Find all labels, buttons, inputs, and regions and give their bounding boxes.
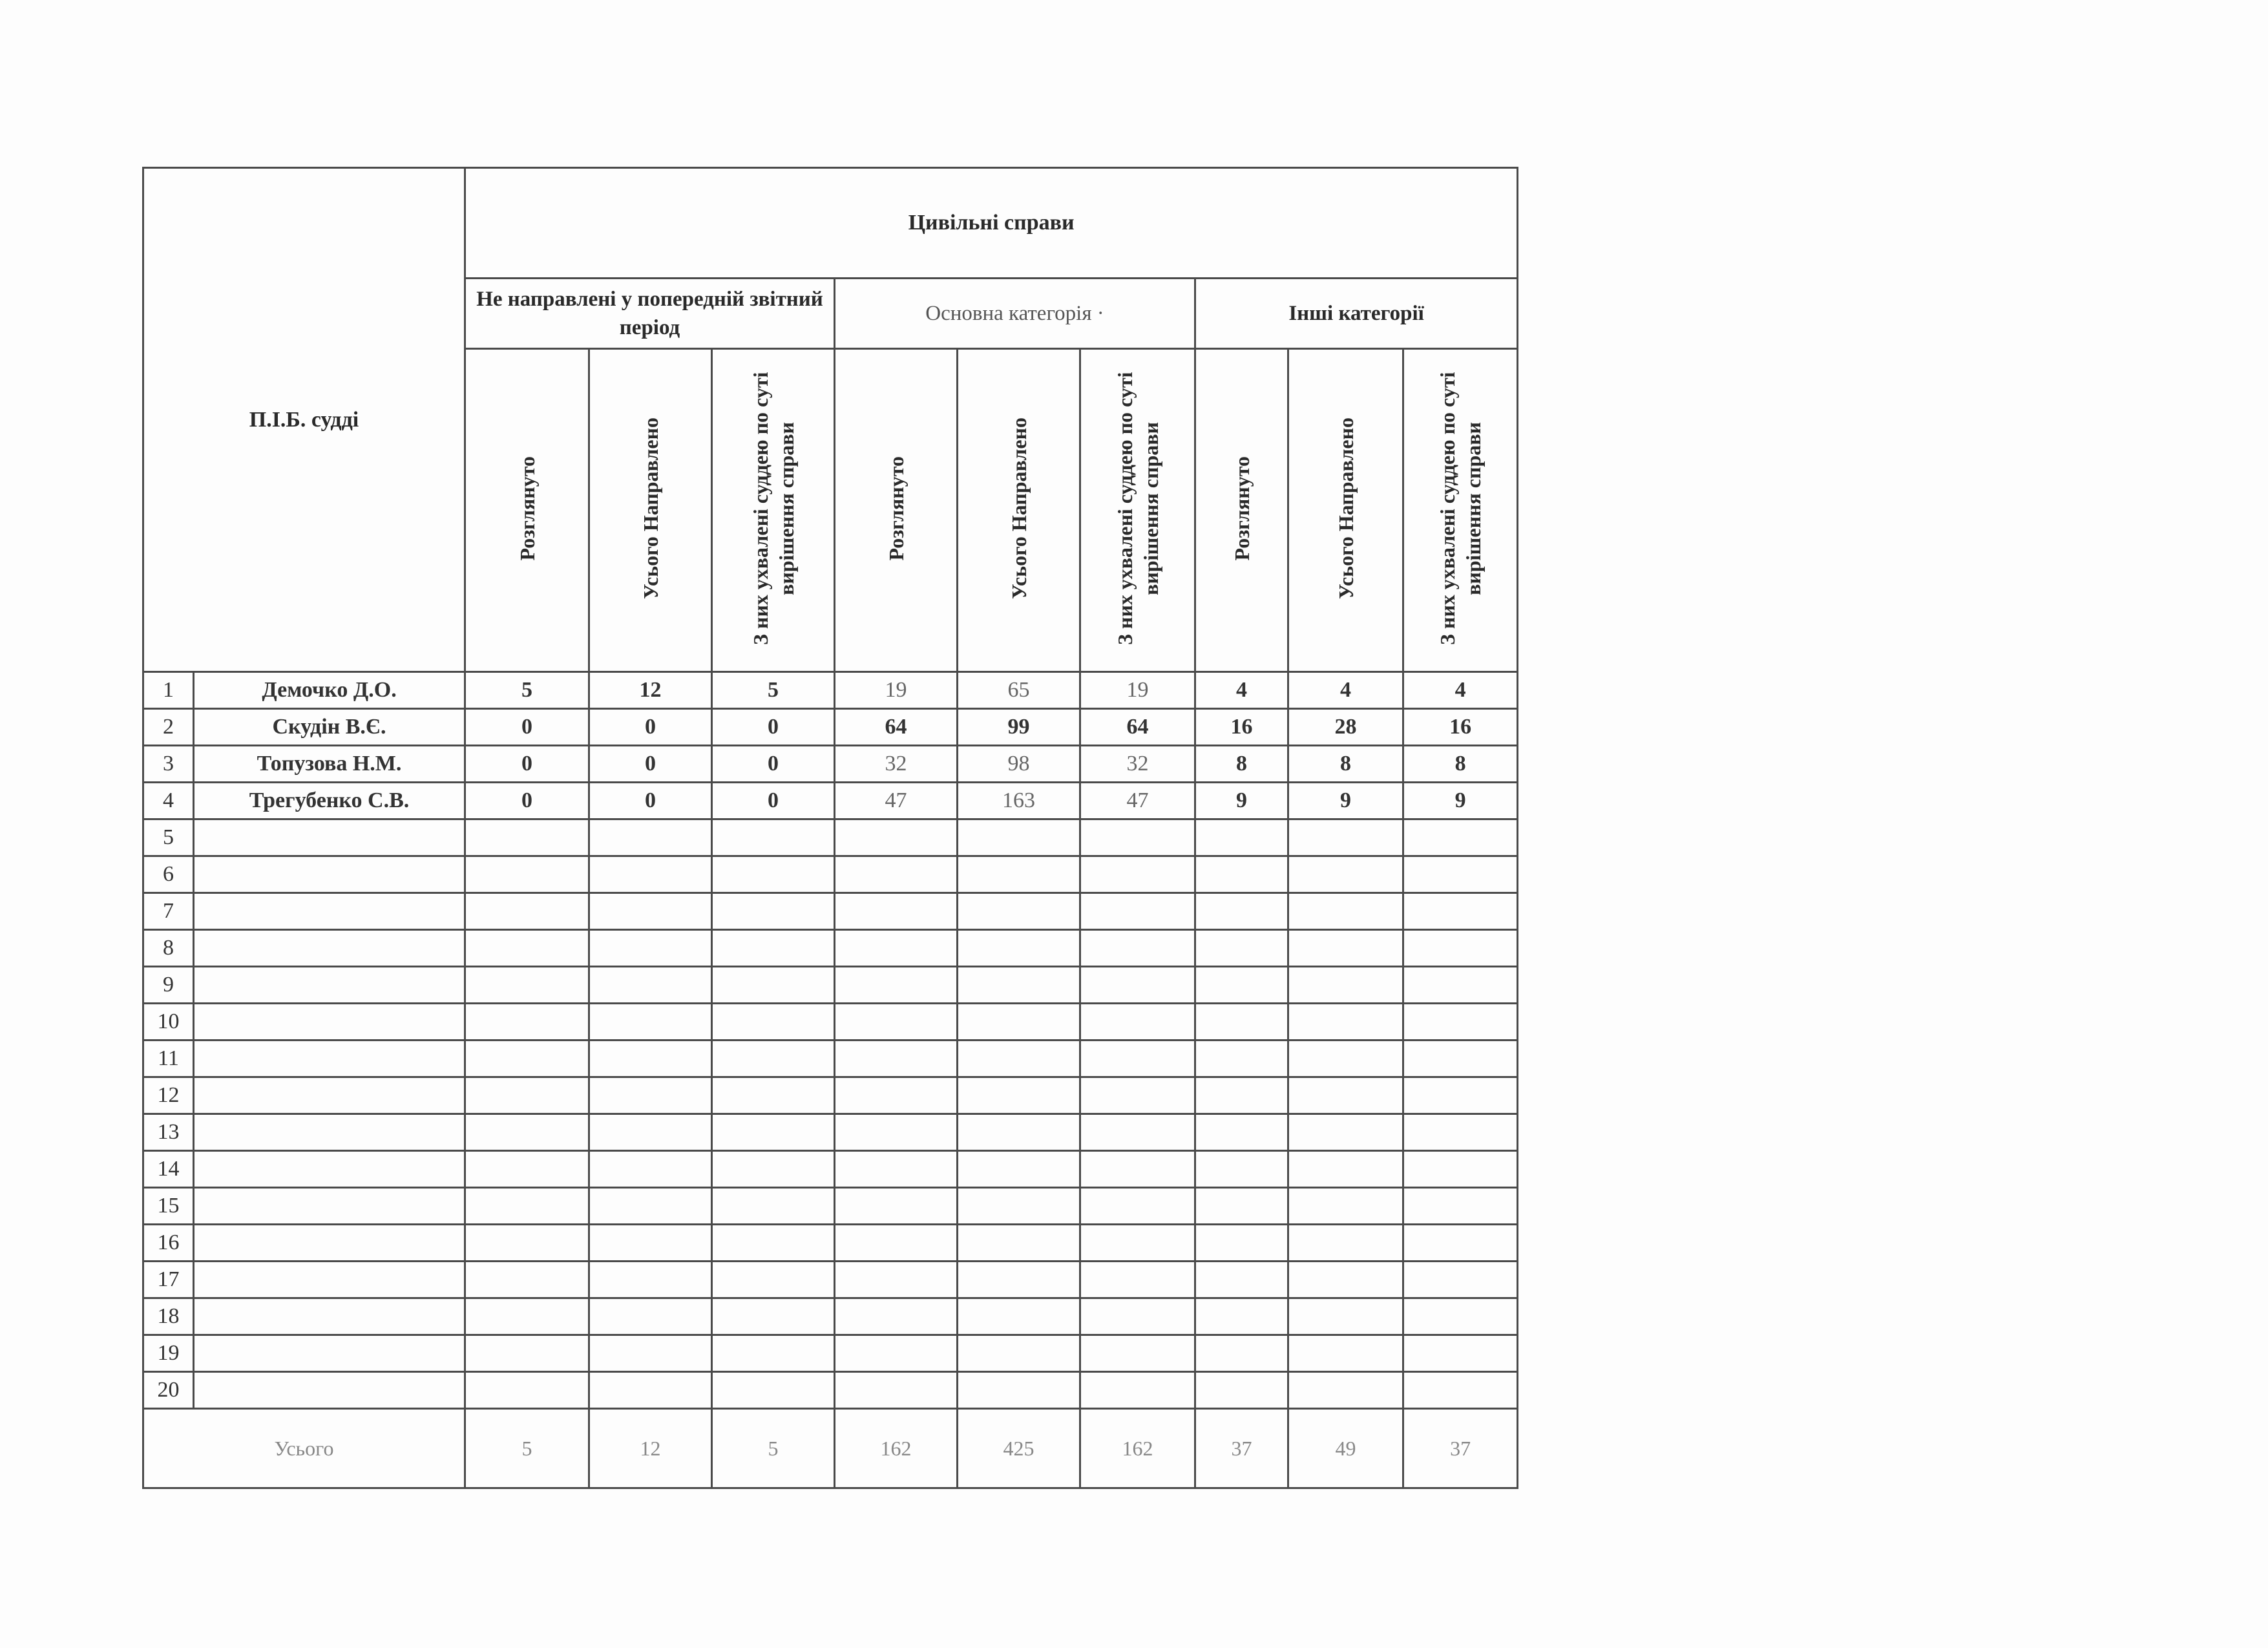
total-value: 162: [1080, 1409, 1195, 1488]
value-cell: [1195, 1298, 1288, 1335]
judge-name-cell: Демочко Д.О.: [194, 672, 465, 709]
value-cell: [1080, 1077, 1195, 1114]
judge-name-cell: Топузова Н.М.: [194, 746, 465, 783]
value-cell: 0: [465, 709, 589, 746]
value-cell: [1195, 1335, 1288, 1372]
value-cell: [712, 1298, 835, 1335]
value-cell: [465, 1151, 589, 1188]
row-number: 6: [143, 856, 194, 893]
total-value: 37: [1195, 1409, 1288, 1488]
value-cell: 5: [465, 672, 589, 709]
value-cell: 4: [1403, 672, 1518, 709]
value-cell: 16: [1195, 709, 1288, 746]
value-cell: [712, 1151, 835, 1188]
total-value: 49: [1288, 1409, 1403, 1488]
table-row: [143, 1151, 1518, 1188]
judge-name-cell: [194, 1077, 465, 1114]
row-number: 5: [143, 819, 194, 856]
judge-name-cell: [194, 1041, 465, 1077]
value-cell: [1080, 1188, 1195, 1225]
column-header: З них ухвалені суддею по суті вирішення справи: [1080, 349, 1195, 672]
value-cell: 64: [1080, 709, 1195, 746]
value-cell: [835, 1004, 958, 1041]
value-cell: [712, 819, 835, 856]
column-header: Розглянуто: [465, 349, 589, 672]
row-number: 16: [143, 1225, 194, 1262]
value-cell: [712, 856, 835, 893]
value-cell: [1080, 1151, 1195, 1188]
value-cell: [589, 1188, 712, 1225]
value-cell: [835, 893, 958, 930]
judge-name-cell: [194, 856, 465, 893]
value-cell: [1080, 1114, 1195, 1151]
value-cell: [1403, 856, 1518, 893]
value-cell: [1288, 1188, 1403, 1225]
value-cell: [1195, 967, 1288, 1004]
value-cell: [1080, 1004, 1195, 1041]
row-number: 1: [143, 672, 194, 709]
value-cell: [1288, 1041, 1403, 1077]
value-cell: [1080, 819, 1195, 856]
row-number: 9: [143, 967, 194, 1004]
value-cell: [589, 930, 712, 967]
judge-name-cell: [194, 1262, 465, 1298]
value-cell: [1403, 1262, 1518, 1298]
value-cell: [1080, 1041, 1195, 1077]
value-cell: 4: [1288, 672, 1403, 709]
column-header: Розглянуто: [835, 349, 958, 672]
value-cell: 47: [1080, 783, 1195, 819]
row-number: 3: [143, 746, 194, 783]
value-cell: [465, 1041, 589, 1077]
column-header: Усього Направлено: [958, 349, 1080, 672]
row-number: 12: [143, 1077, 194, 1114]
value-cell: [1288, 1004, 1403, 1041]
value-cell: [958, 819, 1080, 856]
value-cell: [1080, 1298, 1195, 1335]
value-cell: 9: [1195, 783, 1288, 819]
table-row: [143, 1298, 1518, 1335]
value-cell: [712, 1077, 835, 1114]
value-cell: [1195, 1004, 1288, 1041]
value-cell: [958, 930, 1080, 967]
row-number: 10: [143, 1004, 194, 1041]
group-header-main-category: Основна категорія ·: [835, 279, 1195, 349]
value-cell: 19: [1080, 672, 1195, 709]
value-cell: [835, 1041, 958, 1077]
table-row: [143, 930, 1518, 967]
value-cell: [958, 1041, 1080, 1077]
table-row: [143, 783, 1518, 819]
row-number: 8: [143, 930, 194, 967]
judge-name-cell: [194, 930, 465, 967]
value-cell: [958, 1151, 1080, 1188]
value-cell: [1195, 1188, 1288, 1225]
value-cell: 9: [1403, 783, 1518, 819]
value-cell: [712, 893, 835, 930]
value-cell: [1403, 1188, 1518, 1225]
table-row: [143, 1114, 1518, 1151]
value-cell: [1288, 856, 1403, 893]
value-cell: 0: [712, 746, 835, 783]
table-row: [143, 1004, 1518, 1041]
value-cell: [1403, 967, 1518, 1004]
value-cell: [589, 819, 712, 856]
value-cell: [958, 1188, 1080, 1225]
value-cell: 9: [1288, 783, 1403, 819]
value-cell: [589, 1151, 712, 1188]
value-cell: [465, 930, 589, 967]
value-cell: [589, 856, 712, 893]
value-cell: [1288, 893, 1403, 930]
judge-name-cell: Скудін В.Є.: [194, 709, 465, 746]
value-cell: [465, 1335, 589, 1372]
value-cell: [589, 1262, 712, 1298]
judge-name-cell: [194, 1335, 465, 1372]
table-title: Цивільні справи: [465, 168, 1518, 279]
value-cell: [835, 1372, 958, 1409]
value-cell: [1195, 1151, 1288, 1188]
table-row: [143, 1262, 1518, 1298]
row-number: 14: [143, 1151, 194, 1188]
table-row: [143, 893, 1518, 930]
total-label: Усього: [143, 1409, 465, 1488]
table-body: [143, 672, 1518, 1409]
value-cell: [465, 819, 589, 856]
value-cell: 99: [958, 709, 1080, 746]
column-header: Усього Направлено: [589, 349, 712, 672]
table-row: [143, 819, 1518, 856]
value-cell: [465, 856, 589, 893]
value-cell: 47: [835, 783, 958, 819]
value-cell: [835, 1188, 958, 1225]
value-cell: [712, 967, 835, 1004]
value-cell: [835, 1298, 958, 1335]
total-value: 425: [958, 1409, 1080, 1488]
value-cell: [835, 1077, 958, 1114]
value-cell: 98: [958, 746, 1080, 783]
value-cell: [589, 967, 712, 1004]
table-row: [143, 709, 1518, 746]
value-cell: [835, 1151, 958, 1188]
row-number: 19: [143, 1335, 194, 1372]
value-cell: [1403, 930, 1518, 967]
value-cell: [465, 1004, 589, 1041]
value-cell: [1195, 1077, 1288, 1114]
row-number: 13: [143, 1114, 194, 1151]
value-cell: [712, 1188, 835, 1225]
value-cell: [1195, 1041, 1288, 1077]
total-value: 5: [712, 1409, 835, 1488]
value-cell: 19: [835, 672, 958, 709]
value-cell: [958, 1262, 1080, 1298]
row-number: 4: [143, 783, 194, 819]
value-cell: [958, 1372, 1080, 1409]
value-cell: [1403, 1372, 1518, 1409]
value-cell: 12: [589, 672, 712, 709]
value-cell: [835, 1335, 958, 1372]
civil-cases-table: [142, 167, 1518, 1489]
value-cell: [835, 930, 958, 967]
value-cell: [1195, 1372, 1288, 1409]
value-cell: [589, 1004, 712, 1041]
table-row: [143, 967, 1518, 1004]
column-header: З них ухвалені суддею по суті вирішення справи: [1403, 349, 1518, 672]
value-cell: [465, 1298, 589, 1335]
value-cell: [1403, 1298, 1518, 1335]
value-cell: 0: [465, 746, 589, 783]
row-number: 7: [143, 893, 194, 930]
total-row: [143, 1409, 1518, 1488]
value-cell: [958, 1077, 1080, 1114]
value-cell: [958, 1225, 1080, 1262]
judge-name-header: П.І.Б. судді: [143, 168, 465, 672]
value-cell: [1288, 1114, 1403, 1151]
judge-name-cell: Трегубенко С.В.: [194, 783, 465, 819]
value-cell: [712, 1225, 835, 1262]
value-cell: [835, 1225, 958, 1262]
value-cell: [712, 1114, 835, 1151]
value-cell: [1080, 1372, 1195, 1409]
judge-name-cell: [194, 1225, 465, 1262]
total-value: 12: [589, 1409, 712, 1488]
judge-name-cell: [194, 1372, 465, 1409]
judge-name-cell: [194, 1298, 465, 1335]
value-cell: 0: [589, 746, 712, 783]
row-number: 2: [143, 709, 194, 746]
value-cell: [1080, 967, 1195, 1004]
table-row: [143, 1077, 1518, 1114]
value-cell: 0: [465, 783, 589, 819]
value-cell: [958, 1335, 1080, 1372]
value-cell: [1403, 1004, 1518, 1041]
value-cell: [589, 1372, 712, 1409]
judge-name-cell: [194, 819, 465, 856]
value-cell: [1195, 819, 1288, 856]
value-cell: 32: [835, 746, 958, 783]
value-cell: [1195, 893, 1288, 930]
row-number: 18: [143, 1298, 194, 1335]
value-cell: [1403, 893, 1518, 930]
value-cell: 16: [1403, 709, 1518, 746]
value-cell: [1288, 1225, 1403, 1262]
value-cell: [1288, 1298, 1403, 1335]
value-cell: [1195, 856, 1288, 893]
total-value: 162: [835, 1409, 958, 1488]
value-cell: [712, 1335, 835, 1372]
value-cell: [589, 1114, 712, 1151]
value-cell: [1195, 1225, 1288, 1262]
value-cell: [835, 1114, 958, 1151]
row-number: 15: [143, 1188, 194, 1225]
value-cell: [1403, 1335, 1518, 1372]
value-cell: [1288, 1262, 1403, 1298]
value-cell: [958, 856, 1080, 893]
column-header: Розглянуто: [1195, 349, 1288, 672]
value-cell: [1288, 930, 1403, 967]
group-header-other-categories: Інші категорії: [1195, 279, 1518, 349]
value-cell: [1288, 1151, 1403, 1188]
table-row: [143, 746, 1518, 783]
value-cell: [712, 930, 835, 967]
value-cell: [958, 967, 1080, 1004]
value-cell: [1288, 1372, 1403, 1409]
value-cell: [1080, 1225, 1195, 1262]
value-cell: [465, 893, 589, 930]
judge-name-cell: [194, 1188, 465, 1225]
value-cell: [958, 1114, 1080, 1151]
value-cell: [465, 1372, 589, 1409]
value-cell: [712, 1041, 835, 1077]
value-cell: [1288, 1335, 1403, 1372]
value-cell: [465, 1114, 589, 1151]
column-header: Усього Направлено: [1288, 349, 1403, 672]
value-cell: 4: [1195, 672, 1288, 709]
value-cell: [1080, 930, 1195, 967]
table-row: [143, 856, 1518, 893]
group-header-previous-period: Не направлені у попередній звітний період: [465, 279, 835, 349]
value-cell: [835, 1262, 958, 1298]
value-cell: 28: [1288, 709, 1403, 746]
value-cell: [589, 1298, 712, 1335]
row-number: 17: [143, 1262, 194, 1298]
value-cell: 0: [589, 783, 712, 819]
judge-name-cell: [194, 1151, 465, 1188]
value-cell: [1288, 1077, 1403, 1114]
value-cell: 5: [712, 672, 835, 709]
value-cell: [712, 1004, 835, 1041]
table-row: [143, 1188, 1518, 1225]
value-cell: [1403, 1151, 1518, 1188]
value-cell: 0: [712, 709, 835, 746]
row-number: 20: [143, 1372, 194, 1409]
value-cell: [958, 1004, 1080, 1041]
value-cell: [835, 967, 958, 1004]
value-cell: [1288, 967, 1403, 1004]
value-cell: 0: [589, 709, 712, 746]
judge-name-cell: [194, 1004, 465, 1041]
judge-name-cell: [194, 1114, 465, 1151]
table-row: [143, 1372, 1518, 1409]
value-cell: [589, 893, 712, 930]
value-cell: 0: [712, 783, 835, 819]
value-cell: [958, 893, 1080, 930]
value-cell: 8: [1288, 746, 1403, 783]
value-cell: [465, 967, 589, 1004]
value-cell: [465, 1077, 589, 1114]
value-cell: [589, 1077, 712, 1114]
value-cell: [1080, 856, 1195, 893]
row-number: 11: [143, 1041, 194, 1077]
value-cell: 163: [958, 783, 1080, 819]
value-cell: [465, 1188, 589, 1225]
judge-name-cell: [194, 967, 465, 1004]
table-row: [143, 672, 1518, 709]
value-cell: [465, 1225, 589, 1262]
judge-name-cell: [194, 893, 465, 930]
table-row: [143, 1225, 1518, 1262]
value-cell: [835, 819, 958, 856]
value-cell: [1080, 1262, 1195, 1298]
value-cell: [1195, 1262, 1288, 1298]
value-cell: [712, 1372, 835, 1409]
value-cell: [1080, 1335, 1195, 1372]
value-cell: [835, 856, 958, 893]
column-header: З них ухвалені суддею по суті вирішення справи: [712, 349, 835, 672]
value-cell: [589, 1335, 712, 1372]
value-cell: [712, 1262, 835, 1298]
value-cell: [1288, 819, 1403, 856]
total-value: 5: [465, 1409, 589, 1488]
value-cell: [1403, 1077, 1518, 1114]
value-cell: [1080, 893, 1195, 930]
table-row: [143, 1041, 1518, 1077]
table-row: [143, 1335, 1518, 1372]
value-cell: [1403, 1225, 1518, 1262]
value-cell: 64: [835, 709, 958, 746]
value-cell: 65: [958, 672, 1080, 709]
value-cell: [1403, 1114, 1518, 1151]
value-cell: [1195, 930, 1288, 967]
value-cell: [958, 1298, 1080, 1335]
value-cell: 8: [1195, 746, 1288, 783]
value-cell: [1195, 1114, 1288, 1151]
value-cell: [1403, 819, 1518, 856]
value-cell: 32: [1080, 746, 1195, 783]
value-cell: [589, 1225, 712, 1262]
value-cell: [1403, 1041, 1518, 1077]
total-value: 37: [1403, 1409, 1518, 1488]
value-cell: 8: [1403, 746, 1518, 783]
value-cell: [465, 1262, 589, 1298]
value-cell: [589, 1041, 712, 1077]
